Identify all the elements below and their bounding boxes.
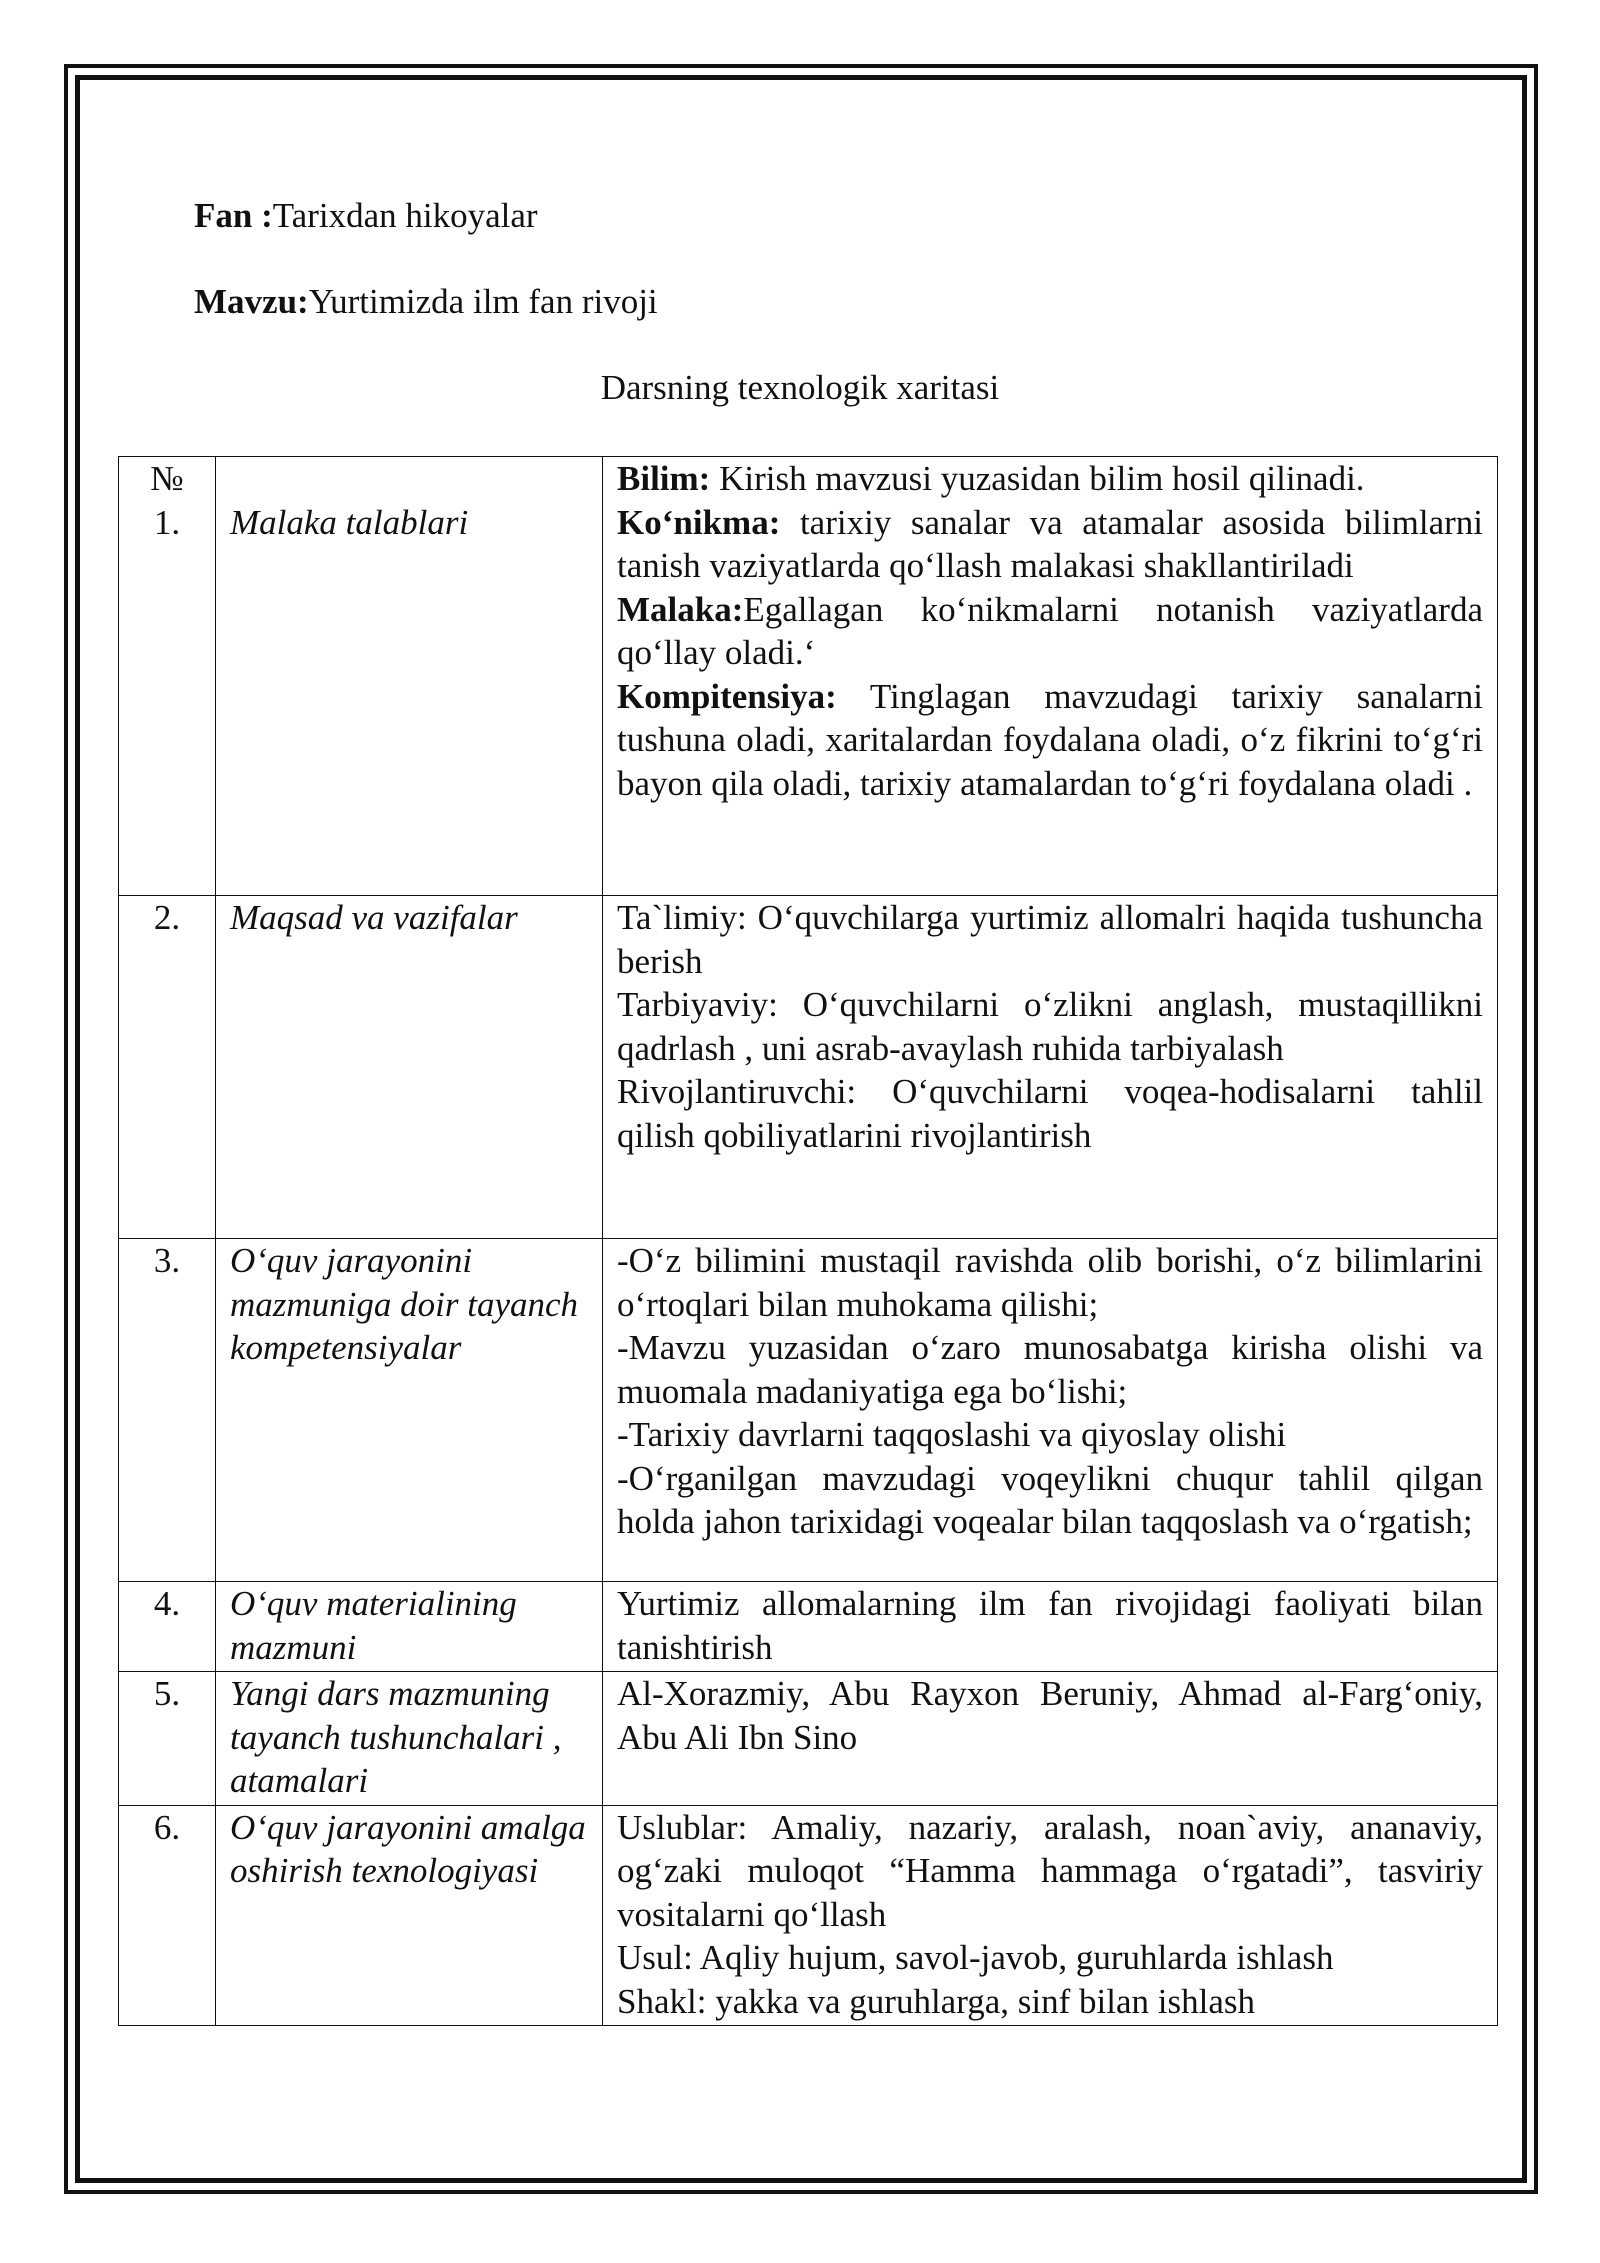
requirement-cell [216, 1672, 603, 1806]
row-number: 3. [153, 1241, 181, 1280]
requirement-text: O‘quv jarayonini amalga oshirish texnologiyasi [230, 1807, 586, 1890]
document-subtitle: Darsning texnologik xaritasi [600, 368, 1000, 407]
content-text: Kirish mavzusi yuzasidan bilim hosil qilinadi. [710, 459, 1365, 498]
requirement-cell [216, 896, 603, 1239]
row-number: 4. [153, 1584, 181, 1623]
topic-line [194, 282, 658, 322]
table-row [119, 1805, 1498, 2026]
content-paragraph [617, 1239, 1483, 1326]
content-text: Ta`limiy: O‘quvchilarga yurtimiz allomalri haqida tushuncha berish [617, 898, 1483, 981]
content-text: -Tarixiy davrlarni taqqoslashi va qiyoslay olishi [617, 1415, 1287, 1454]
row-number: 1. [153, 502, 181, 542]
lesson-map-table [118, 456, 1498, 2026]
content-text: Yurtimiz allomalarning ilm fan rivojidagi faoliyati bilan tanishtirish [617, 1584, 1483, 1667]
table-row [119, 896, 1498, 1239]
table-row [119, 1239, 1498, 1582]
content-cell [603, 1672, 1498, 1806]
content-cell [603, 457, 1498, 896]
requirement-text: Maqsad va vazifalar [230, 898, 518, 937]
topic-value: Yurtimizda ilm fan rivoji [308, 282, 658, 321]
requirement-cell [216, 1805, 603, 2026]
row-number: 5. [153, 1674, 181, 1713]
requirement-cell [216, 457, 603, 896]
table-row [119, 1582, 1498, 1672]
row-number-cell [119, 1582, 216, 1672]
content-text: -Mavzu yuzasidan o‘zaro munosabatga kirisha olishi va muomala madaniyatiga ega bo‘lishi; [617, 1328, 1483, 1411]
content-text: -O‘z bilimini mustaqil ravishda olib borishi, o‘z bilimlarini o‘rtoqlari bilan muhokama qilishi; [617, 1241, 1483, 1324]
content-label: Malaka: [617, 589, 744, 629]
table-row [119, 1672, 1498, 1806]
lesson-map-body [119, 457, 1498, 2026]
content-paragraph [617, 1980, 1483, 2024]
requirement-cell [216, 1582, 603, 1672]
subject-value: Tarixdan hikoyalar [272, 196, 538, 235]
requirement-text: O‘quv jarayonini mazmuniga doir tayanch kompetensiyalar [230, 1241, 579, 1367]
content-text: Tarbiyaviy: O‘quvchilarni o‘zlikni anglash, mustaqillikni qadrlash , uni asrab-avaylash ruhida tarbiyalash [617, 985, 1483, 1068]
content-cell [603, 1239, 1498, 1582]
row-number-cell [119, 1672, 216, 1806]
row-number-cell [119, 896, 216, 1239]
content-text: Al-Xorazmiy, Abu Rayxon Beruniy, Ahmad al-Farg‘oniy, Abu Ali Ibn Sino [617, 1674, 1483, 1757]
row-number: 6. [153, 1807, 181, 1847]
content-paragraph [617, 1413, 1483, 1457]
row-number: 2. [153, 898, 181, 937]
content-cell [603, 1805, 1498, 2026]
content-cell [603, 896, 1498, 1239]
content-paragraph [617, 983, 1483, 1070]
subject-line [194, 196, 538, 236]
content-text: Uslublar: Amaliy, nazariy, aralash, noan`aviy, ananaviy, og‘zaki muloqot “Hamma hammaga o‘rgatadi”, tasviriy vositalarni qo‘llash [617, 1807, 1483, 1934]
row-number-cell [119, 1805, 216, 2026]
content-cell [603, 1582, 1498, 1672]
content-label: Ko‘nikma: [617, 502, 781, 542]
content-paragraph [617, 1582, 1483, 1669]
content-text: Egallagan ko‘nikmalarni notanish vaziyatlarda qo‘llay oladi.‘ [617, 589, 1483, 672]
requirement-cell [216, 1239, 603, 1582]
row-number-cell [119, 1239, 216, 1582]
requirement-text: Malaka talablari [230, 502, 469, 542]
content-paragraph [617, 896, 1483, 983]
content-paragraph [617, 1672, 1483, 1759]
content-paragraph [617, 588, 1483, 675]
content-paragraph [617, 1326, 1483, 1413]
subject-label: Fan : [194, 196, 273, 235]
content-text: Shakl: yakka va guruhlarga, sinf bilan ishlash [617, 1981, 1255, 2021]
content-text: -O‘rganilgan mavzudagi voqeylikni chuqur tahlil qilgan holda jahon tarixidagi voqealar bilan taqqoslash va o‘rgatish; [617, 1458, 1483, 1541]
content-paragraph [617, 1070, 1483, 1157]
content-paragraph [617, 1936, 1483, 1980]
content-paragraph [617, 675, 1483, 806]
topic-label: Mavzu: [194, 282, 309, 321]
content-text: tarixiy sanalar va atamalar asosida bilimlarni tanish vaziyatlarda qo‘llash malakasi shakllantiriladi [617, 502, 1483, 585]
content-label: Kompitensiya: [617, 676, 837, 716]
content-paragraph [617, 1806, 1483, 1937]
content-text: Rivojlantiruvchi: O‘quvchilarni voqea-hodisalarni tahlil qilish qobiliyatlarini rivojlantirish [617, 1072, 1483, 1155]
content-text: Usul: Aqliy hujum, savol-javob, guruhlarda ishlash [617, 1938, 1334, 1977]
content-paragraph [617, 501, 1483, 588]
table-row [119, 457, 1498, 896]
content-paragraph [617, 457, 1483, 501]
row-number-cell [119, 457, 216, 896]
content-text: Tinglagan mavzudagi tarixiy sanalarni tushuna oladi, xaritalardan foydalana oladi, o‘z fikrini to‘g‘ri bayon qila oladi, tarixiy atamalardan to‘g‘ri foydalana oladi . [617, 676, 1483, 803]
content-label: Bilim: [617, 459, 711, 498]
content-paragraph [617, 1457, 1483, 1544]
number-header: № [150, 459, 184, 498]
requirement-text: Yangi dars mazmuning tayanch tushunchalari , atamalari [230, 1674, 562, 1800]
requirement-text: O‘quv materialining mazmuni [230, 1584, 517, 1667]
